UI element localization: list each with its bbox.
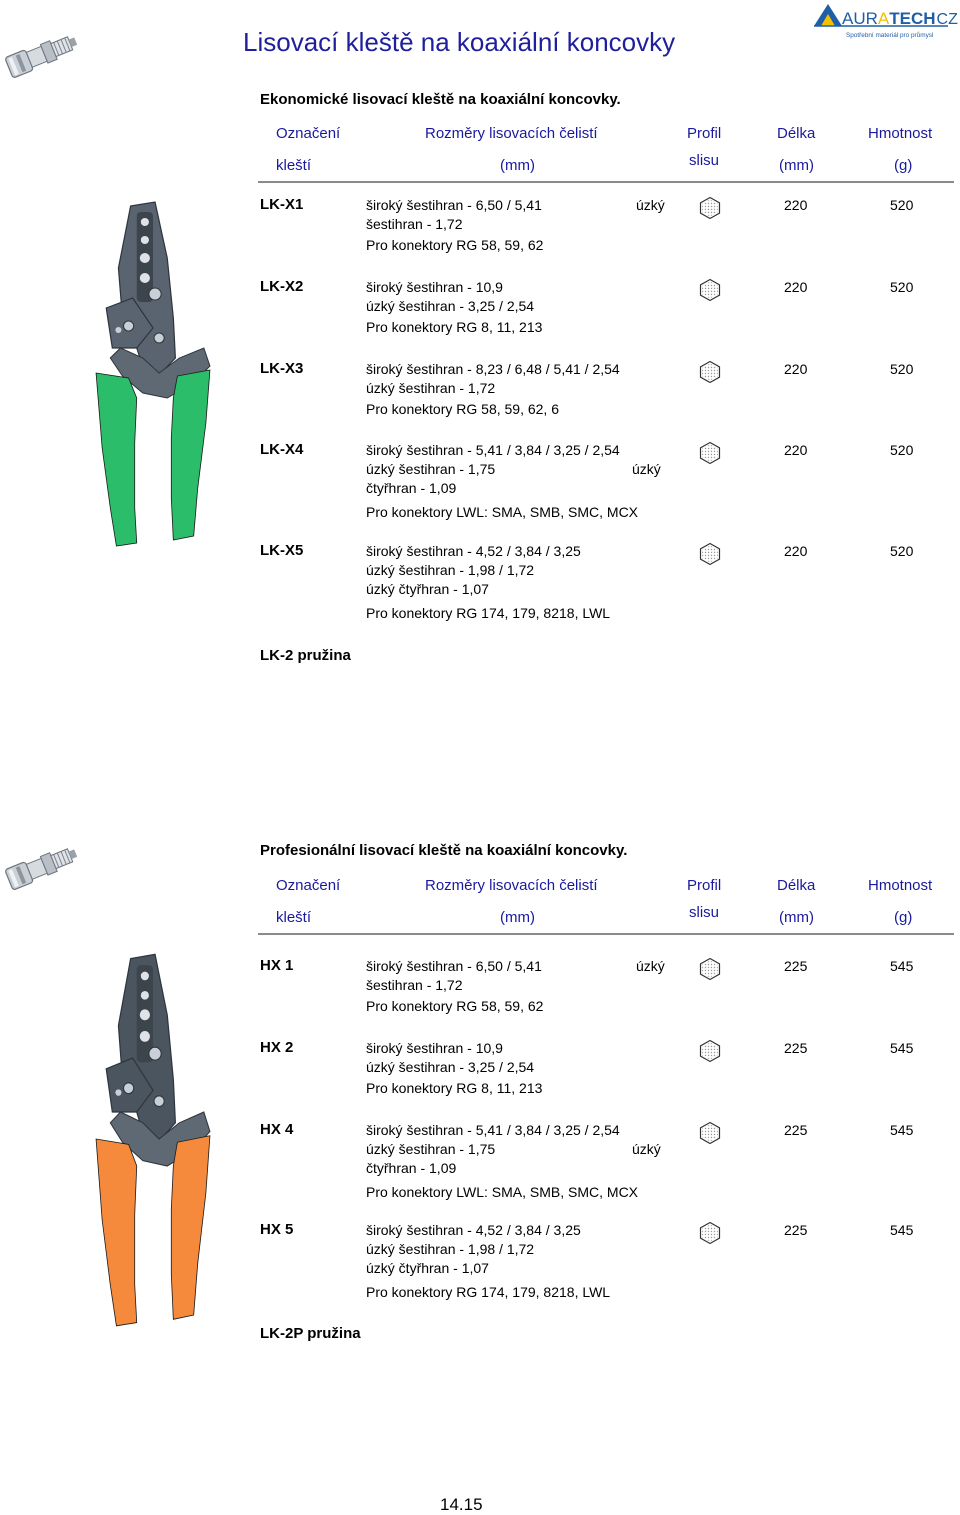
column-header-oznaceni: Označení: [276, 125, 341, 142]
bnc-connector-icon: [0, 26, 82, 87]
page-title: Lisovací kleště na koaxiální koncovky: [243, 27, 676, 57]
weight-value: 545: [890, 1122, 914, 1138]
length-value: 225: [784, 1122, 808, 1138]
weight-value: 545: [890, 1222, 914, 1238]
length-value: 225: [784, 1222, 808, 1238]
jaw-dimension-line: úzký čtyřhran - 1,07: [366, 581, 489, 597]
length-value: 220: [784, 197, 808, 213]
column-subheader-delka: (mm): [779, 909, 814, 926]
length-value: 225: [784, 1040, 808, 1056]
weight-value: 520: [890, 361, 914, 377]
hex-profile-icon: [698, 957, 722, 986]
jaw-dimension-line: šestihran - 1,72: [366, 216, 463, 232]
product-code: LK-X4: [260, 441, 304, 458]
product-code: LK-X5: [260, 542, 304, 559]
hex-profile-icon: [698, 542, 722, 571]
section-subtitle: Profesionální lisovací kleště na koaxiální koncovky.: [260, 842, 628, 859]
product-code: HX 4: [260, 1121, 294, 1138]
column-subheader-oznaceni: kleští: [276, 157, 312, 174]
jaw-dimension-line: široký šestihran - 6,50 / 5,41: [366, 197, 542, 213]
length-value: 220: [784, 543, 808, 559]
column-header-profil: Profil: [687, 877, 722, 894]
column-header-oznaceni: Označení: [276, 877, 341, 894]
weight-value: 545: [890, 1040, 914, 1056]
product-code: HX 5: [260, 1221, 294, 1238]
column-subheader-oznaceni: kleští: [276, 909, 312, 926]
jaw-dimension-line: úzký šestihran - 1,75: [366, 1141, 496, 1157]
product-code: LK-X1: [260, 196, 304, 213]
product-code: HX 1: [260, 957, 294, 974]
jaw-dimension-line: Pro konektory RG 174, 179, 8218, LWL: [366, 605, 611, 621]
column-header-rozmery: Rozměry lisovacích čelistí: [425, 125, 598, 142]
jaw-dimension-line: Pro konektory LWL: SMA, SMB, SMC, MCX: [366, 504, 639, 520]
column-header-hmotnost: Hmotnost: [868, 877, 933, 894]
jaw-dimension-line: široký šestihran - 4,52 / 3,84 / 3,25: [366, 543, 581, 559]
product-code: LK-X3: [260, 360, 304, 377]
hex-profile-icon: [698, 1039, 722, 1068]
jaw-dimension-line: široký šestihran - 5,41 / 3,84 / 3,25 / 2,54: [366, 442, 620, 458]
jaw-dimension-line: Pro konektory RG 8, 11, 213: [366, 319, 543, 335]
hex-profile-icon: [698, 278, 722, 307]
column-subheader-rozmery: (mm): [500, 909, 535, 926]
header-divider: [258, 933, 954, 935]
weight-value: 545: [890, 958, 914, 974]
jaw-dimension-line: šestihran - 1,72: [366, 977, 463, 993]
column-subheader-rozmery: (mm): [500, 157, 535, 174]
bnc-connector-icon: [0, 838, 82, 899]
jaw-dimension-line: široký šestihran - 6,50 / 5,41: [366, 958, 542, 974]
jaw-dimension-line: úzký šestihran - 1,98 / 1,72: [366, 562, 535, 578]
crimping-tool-image: [92, 198, 214, 553]
jaw-dimension-line: široký šestihran - 10,9: [366, 279, 503, 295]
jaw-dimension-line: Pro konektory RG 58, 59, 62, 6: [366, 401, 559, 417]
jaw-dimension-line: úzký šestihran - 3,25 / 2,54: [366, 1059, 535, 1075]
weight-value: 520: [890, 279, 914, 295]
jaw-dimension-line: Pro konektory LWL: SMA, SMB, SMC, MCX: [366, 1184, 639, 1200]
jaw-dimension-line: široký šestihran - 4,52 / 3,84 / 3,25: [366, 1222, 581, 1238]
length-value: 225: [784, 958, 808, 974]
jaw-dimension-line: Pro konektory RG 58, 59, 62: [366, 998, 544, 1014]
jaw-dimension-line: úzký šestihran - 1,75: [366, 461, 496, 477]
product-code: LK-X2: [260, 278, 304, 295]
hex-profile-icon: [698, 441, 722, 470]
product-code: HX 2: [260, 1039, 294, 1056]
column-subheader-hmotnost: (g): [894, 909, 913, 926]
column-header-delka: Délka: [777, 877, 816, 894]
company-logo: [812, 2, 958, 44]
column-header-rozmery: Rozměry lisovacích čelistí: [425, 877, 598, 894]
jaw-dimension-line: úzký šestihran - 3,25 / 2,54: [366, 298, 535, 314]
section-subtitle: Ekonomické lisovací kleště na koaxiální koncovky.: [260, 91, 621, 108]
weight-value: 520: [890, 543, 914, 559]
column-header-delka: Délka: [777, 125, 816, 142]
logo-tagline: Spotřební materiál pro průmysl: [846, 32, 934, 39]
spring-accessory-code: LK-2P pružina: [260, 1325, 361, 1342]
hex-profile-icon: [698, 196, 722, 225]
spring-accessory-code: LK-2 pružina: [260, 647, 351, 664]
column-header-profil: Profil: [687, 125, 722, 142]
length-value: 220: [784, 442, 808, 458]
jaw-dimension-line: široký šestihran - 8,23 / 6,48 / 5,41 / 2,54: [366, 361, 620, 377]
hex-profile-icon: [698, 360, 722, 389]
crimping-tool-image: [92, 950, 214, 1333]
jaw-dimension-line: úzký šestihran - 1,72: [366, 380, 496, 396]
column-header-hmotnost: Hmotnost: [868, 125, 933, 142]
column-subheader-delka: (mm): [779, 157, 814, 174]
jaw-dimension-line: čtyřhran - 1,09: [366, 1160, 457, 1176]
column-subheader-profil: slisu: [689, 152, 720, 169]
column-subheader-profil: slisu: [689, 904, 720, 921]
jaw-dimension-wrap: úzký: [636, 958, 665, 974]
jaw-dimension-line: široký šestihran - 10,9: [366, 1040, 503, 1056]
jaw-dimension-line: Pro konektory RG 8, 11, 213: [366, 1080, 543, 1096]
hex-profile-icon: [698, 1121, 722, 1150]
weight-value: 520: [890, 442, 914, 458]
jaw-dimension-wrap: úzký: [632, 461, 661, 477]
header-divider: [258, 181, 954, 183]
jaw-dimension-wrap: úzký: [632, 1141, 661, 1157]
logo-text: AURATECHCZ: [842, 9, 958, 28]
jaw-dimension-line: Pro konektory RG 174, 179, 8218, LWL: [366, 1284, 611, 1300]
hex-profile-icon: [698, 1221, 722, 1250]
column-subheader-hmotnost: (g): [894, 157, 913, 174]
jaw-dimension-wrap: úzký: [636, 197, 665, 213]
jaw-dimension-line: čtyřhran - 1,09: [366, 480, 457, 496]
page-number: 14.15: [440, 1495, 483, 1514]
weight-value: 520: [890, 197, 914, 213]
length-value: 220: [784, 361, 808, 377]
jaw-dimension-line: úzký čtyřhran - 1,07: [366, 1260, 489, 1276]
jaw-dimension-line: úzký šestihran - 1,98 / 1,72: [366, 1241, 535, 1257]
length-value: 220: [784, 279, 808, 295]
jaw-dimension-line: Pro konektory RG 58, 59, 62: [366, 237, 544, 253]
jaw-dimension-line: široký šestihran - 5,41 / 3,84 / 3,25 / 2,54: [366, 1122, 620, 1138]
